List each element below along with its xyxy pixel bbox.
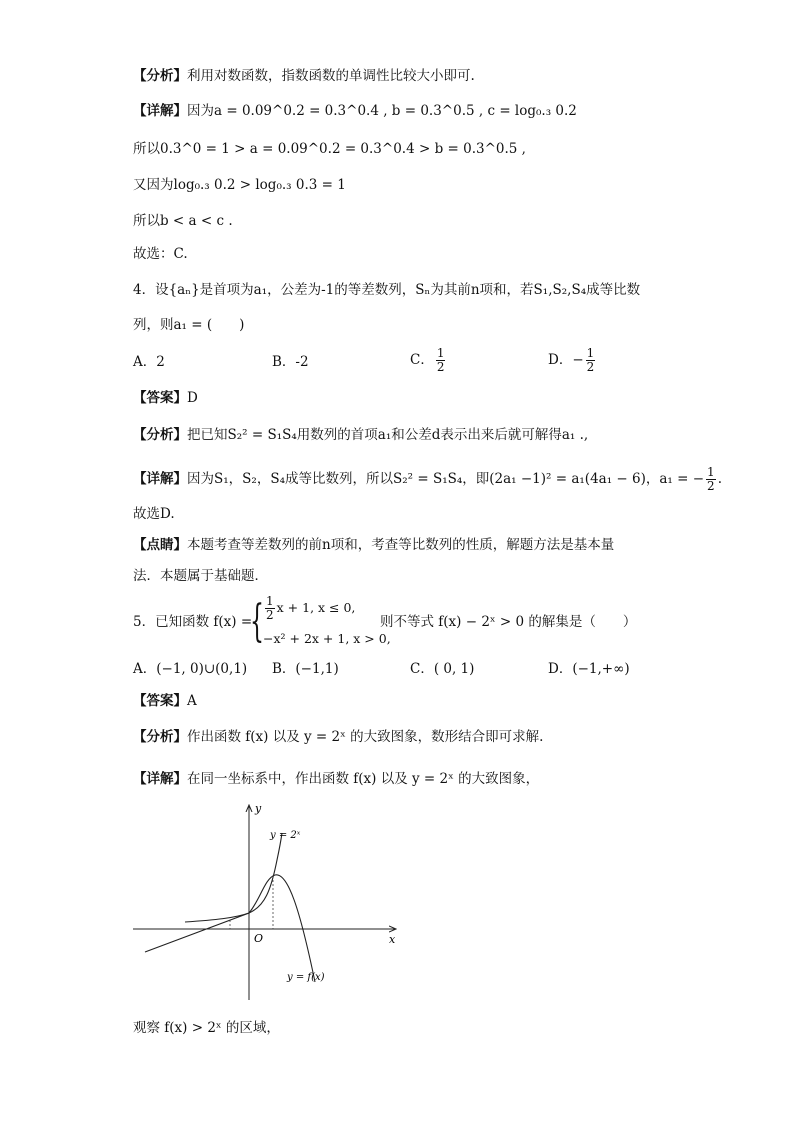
analysis-4 <box>133 425 588 445</box>
analysis-tag: 【分析】 <box>133 729 187 745</box>
solution-line-2: 又因为log₀.₃ 0.2 > log₀.₃ 0.3 = 1 <box>133 177 346 193</box>
option-c-numerator: 1 <box>436 346 445 360</box>
remark-tag: 【点睛】 <box>133 537 187 553</box>
observation-line: 观察 f(x) > 2ˣ 的区域， <box>133 1020 280 1036</box>
option-a: A．2 <box>133 354 165 370</box>
exp-label: y = 2ˣ <box>270 830 301 841</box>
analysis-text: 作出函数 f(x) 以及 y = 2ˣ 的大致图象，数形结合即可求解. <box>187 729 544 745</box>
piecewise-case-1 <box>263 595 355 622</box>
answer-5 <box>133 691 197 711</box>
question-5-pre: 5．已知函数 f(x) = <box>133 614 253 630</box>
f-label: y = f(x) <box>287 972 325 983</box>
q5-option-a: A．(−1, 0)∪(0,1) <box>133 661 248 677</box>
detail-text: 在同一坐标系中，作出函数 f(x) 以及 y = 2ˣ 的大致图象， <box>187 771 540 787</box>
option-b: B．-2 <box>272 354 309 370</box>
piecewise-brace: { <box>250 596 264 647</box>
detail-tag: 【详解】 <box>133 471 187 487</box>
analysis-text: 把已知S₂² = S₁S₄用数列的首项a₁和公差d表示出来后就可解得a₁ ., <box>187 427 589 443</box>
detail-5 <box>133 769 539 789</box>
answer-4 <box>133 388 198 408</box>
answer-tag: 【答案】 <box>133 390 187 406</box>
detail-end: . <box>717 471 722 487</box>
option-c-fraction <box>436 347 446 374</box>
detail-text: 因为a = 0.09^0.2 = 0.3^0.4 , b = 0.3^0.5 , c = log₀.₃ 0.2 <box>187 103 577 119</box>
exp-curve <box>185 833 282 922</box>
detail-4 <box>133 466 722 493</box>
option-d-numerator: 1 <box>586 346 595 360</box>
detail-text: 因为S₁，S₂，S₄成等比数列，所以S₂² = S₁S₄，即(2a₁ −1)² = a₁(4a₁ − 6)，a₁ = − <box>187 471 705 487</box>
option-c <box>410 347 447 374</box>
detail-denominator: 2 <box>707 479 715 493</box>
x-axis-label: x <box>389 933 396 946</box>
question-4-line-1: 4．设{aₙ}是首项为a₁，公差为-1的等差数列，Sₙ为其前n项和，若S₁,S₂,S₄成等比数 <box>133 282 641 298</box>
y-axis-label: y <box>255 802 262 815</box>
answer-tag: 【答案】 <box>133 693 187 709</box>
solution-line-3: 所以b < a < c . <box>133 213 233 229</box>
option-c-label: C． <box>410 352 434 368</box>
detail-tag: 【详解】 <box>133 103 187 119</box>
question-4-line-2: 列，则a₁ = ( ) <box>133 317 245 333</box>
detail-line <box>133 101 577 121</box>
choice-line: 故选：C. <box>133 246 188 262</box>
analysis-line <box>133 66 475 86</box>
option-d-fraction <box>586 347 596 374</box>
origin-label: O <box>254 932 264 945</box>
analysis-tag: 【分析】 <box>133 68 187 84</box>
option-c-denominator: 2 <box>436 360 445 374</box>
remark-line-2: 法．本题属于基础题． <box>133 568 268 584</box>
remark-text-1: 本题考查等差数列的前n项和，考查等比数列的性质，解题方法是基本量 <box>187 537 615 553</box>
function-graph <box>125 800 415 1005</box>
q5-option-c: C．( 0, 1) <box>410 661 475 677</box>
detail-fraction <box>706 466 716 493</box>
option-d-denominator: 2 <box>586 360 595 374</box>
analysis-tag: 【分析】 <box>133 427 187 443</box>
case-1-text: x + 1, x ≤ 0, <box>276 600 356 615</box>
question-5-post: 则不等式 f(x) − 2ˣ > 0 的解集是（ ） <box>380 614 637 630</box>
answer-text: A <box>187 693 197 709</box>
analysis-text: 利用对数函数，指数函数的单调性比较大小即可. <box>187 68 475 84</box>
answer-text: D <box>187 390 198 406</box>
case-1-denominator: 2 <box>266 608 274 622</box>
option-d-label: D．− <box>548 352 584 368</box>
option-d <box>548 347 597 374</box>
analysis-5 <box>133 727 543 747</box>
detail-tag: 【详解】 <box>133 771 187 787</box>
case-1-numerator: 1 <box>266 594 274 608</box>
remark-line-1 <box>133 535 614 555</box>
detail-numerator: 1 <box>707 465 715 479</box>
q5-option-b: B．(−1,1) <box>272 661 339 677</box>
choice-4: 故选D. <box>133 506 175 522</box>
q5-option-d: D．(−1,+∞) <box>548 661 630 677</box>
solution-line-1: 所以0.3^0 = 1 > a = 0.09^0.2 = 0.3^0.4 > b = 0.3^0.5 , <box>133 141 526 157</box>
case-1-fraction <box>265 595 275 622</box>
piecewise-case-2: −x² + 2x + 1, x > 0, <box>263 631 391 646</box>
